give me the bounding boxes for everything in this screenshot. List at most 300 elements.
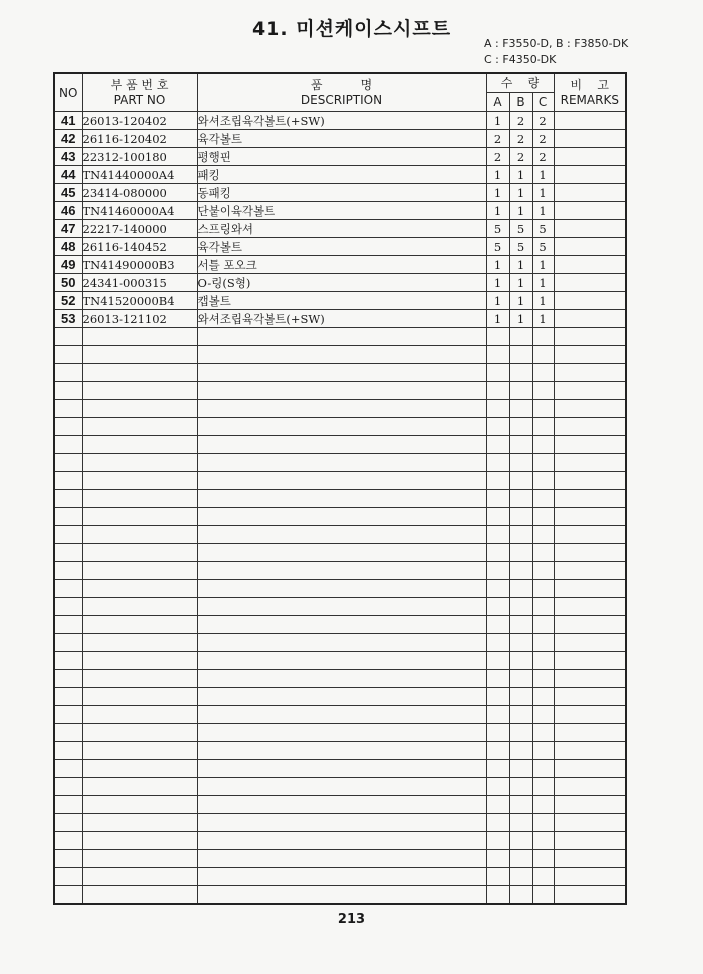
row-part-number: 26013-120402 <box>82 112 197 130</box>
empty-cell <box>486 418 509 436</box>
empty-cell <box>509 454 532 472</box>
empty-cell <box>509 526 532 544</box>
row-qty-c: 1 <box>532 256 554 274</box>
empty-cell <box>554 724 626 742</box>
empty-cell <box>82 526 197 544</box>
row-remarks <box>554 238 626 256</box>
table-row <box>54 310 626 328</box>
empty-cell <box>82 706 197 724</box>
empty-cell <box>486 364 509 382</box>
empty-cell <box>532 724 554 742</box>
empty-cell <box>554 886 626 905</box>
row-qty-b: 1 <box>509 202 532 220</box>
empty-cell <box>486 670 509 688</box>
empty-cell <box>554 706 626 724</box>
row-part-number: TN41490000B3 <box>82 256 197 274</box>
empty-cell <box>509 382 532 400</box>
empty-cell <box>54 598 82 616</box>
empty-cell <box>509 760 532 778</box>
empty-cell <box>82 886 197 905</box>
empty-cell <box>486 508 509 526</box>
empty-cell <box>532 328 554 346</box>
empty-cell <box>82 832 197 850</box>
empty-cell <box>532 778 554 796</box>
row-remarks <box>554 130 626 148</box>
empty-cell <box>554 598 626 616</box>
empty-table-row <box>54 724 626 742</box>
empty-cell <box>54 418 82 436</box>
empty-cell <box>82 346 197 364</box>
empty-cell <box>82 598 197 616</box>
empty-cell <box>486 742 509 760</box>
empty-cell <box>509 868 532 886</box>
empty-cell <box>197 706 486 724</box>
empty-cell <box>532 346 554 364</box>
empty-cell <box>554 454 626 472</box>
empty-cell <box>197 526 486 544</box>
row-qty-c: 1 <box>532 274 554 292</box>
row-qty-a: 1 <box>486 274 509 292</box>
empty-table-row <box>54 400 626 418</box>
row-number: 44 <box>54 166 82 184</box>
empty-cell <box>554 796 626 814</box>
empty-cell <box>197 508 486 526</box>
row-description: 평행핀 <box>197 148 486 166</box>
row-description: 와셔조립육각볼트(+SW) <box>197 112 486 130</box>
empty-cell <box>82 778 197 796</box>
empty-cell <box>54 796 82 814</box>
empty-cell <box>554 400 626 418</box>
empty-cell <box>197 418 486 436</box>
empty-table-row <box>54 814 626 832</box>
row-qty-a: 1 <box>486 202 509 220</box>
empty-cell <box>82 760 197 778</box>
header-qty-b: B <box>509 93 532 112</box>
empty-cell <box>509 688 532 706</box>
row-remarks <box>554 166 626 184</box>
empty-cell <box>54 382 82 400</box>
empty-cell <box>509 652 532 670</box>
empty-cell <box>54 508 82 526</box>
empty-cell <box>509 346 532 364</box>
empty-cell <box>486 598 509 616</box>
empty-cell <box>554 472 626 490</box>
empty-cell <box>554 364 626 382</box>
empty-cell <box>486 688 509 706</box>
empty-cell <box>197 598 486 616</box>
row-number: 53 <box>54 310 82 328</box>
empty-cell <box>82 850 197 868</box>
table-row <box>54 112 626 130</box>
empty-cell <box>486 706 509 724</box>
row-number: 50 <box>54 274 82 292</box>
empty-cell <box>197 562 486 580</box>
empty-table-row <box>54 490 626 508</box>
empty-cell <box>82 544 197 562</box>
row-part-number: 23414-080000 <box>82 184 197 202</box>
row-number: 48 <box>54 238 82 256</box>
empty-cell <box>486 400 509 418</box>
empty-table-row <box>54 616 626 634</box>
empty-cell <box>54 742 82 760</box>
empty-cell <box>82 652 197 670</box>
empty-table-row <box>54 436 626 454</box>
empty-cell <box>532 688 554 706</box>
empty-cell <box>54 490 82 508</box>
empty-cell <box>54 364 82 382</box>
empty-cell <box>197 634 486 652</box>
empty-cell <box>554 526 626 544</box>
empty-cell <box>532 706 554 724</box>
empty-cell <box>82 472 197 490</box>
table-row <box>54 202 626 220</box>
row-qty-a: 5 <box>486 220 509 238</box>
empty-cell <box>554 814 626 832</box>
empty-cell <box>509 814 532 832</box>
empty-cell <box>509 328 532 346</box>
empty-cell <box>554 418 626 436</box>
row-qty-c: 2 <box>532 112 554 130</box>
empty-cell <box>82 814 197 832</box>
empty-cell <box>532 364 554 382</box>
empty-cell <box>554 490 626 508</box>
empty-cell <box>509 670 532 688</box>
row-number: 47 <box>54 220 82 238</box>
empty-cell <box>486 760 509 778</box>
row-description: 서틀 포오크 <box>197 256 486 274</box>
header-qty-a: A <box>486 93 509 112</box>
row-qty-c: 1 <box>532 166 554 184</box>
empty-table-row <box>54 742 626 760</box>
empty-cell <box>509 580 532 598</box>
empty-cell <box>54 850 82 868</box>
empty-cell <box>509 436 532 454</box>
row-qty-b: 5 <box>509 238 532 256</box>
row-qty-b: 2 <box>509 130 532 148</box>
empty-cell <box>532 436 554 454</box>
row-remarks <box>554 292 626 310</box>
row-qty-c: 1 <box>532 184 554 202</box>
empty-table-row <box>54 634 626 652</box>
empty-cell <box>554 436 626 454</box>
empty-cell <box>197 490 486 508</box>
row-remarks <box>554 274 626 292</box>
row-qty-b: 1 <box>509 274 532 292</box>
empty-cell <box>197 616 486 634</box>
empty-cell <box>82 418 197 436</box>
empty-cell <box>532 490 554 508</box>
header-remarks-ko: 비 고 <box>570 77 609 92</box>
row-remarks <box>554 184 626 202</box>
header-part-no-en: PART NO <box>113 92 166 107</box>
row-qty-a: 5 <box>486 238 509 256</box>
row-qty-a: 2 <box>486 130 509 148</box>
empty-cell <box>486 544 509 562</box>
empty-cell <box>82 634 197 652</box>
empty-table-row <box>54 886 626 905</box>
empty-cell <box>554 652 626 670</box>
row-part-number: TN41440000A4 <box>82 166 197 184</box>
row-remarks <box>554 202 626 220</box>
empty-cell <box>82 382 197 400</box>
row-remarks <box>554 310 626 328</box>
empty-cell <box>197 652 486 670</box>
empty-cell <box>197 832 486 850</box>
empty-cell <box>197 580 486 598</box>
table-row <box>54 238 626 256</box>
empty-table-row <box>54 598 626 616</box>
empty-table-row <box>54 760 626 778</box>
row-part-number: TN41520000B4 <box>82 292 197 310</box>
row-qty-c: 5 <box>532 238 554 256</box>
empty-table-row <box>54 562 626 580</box>
row-remarks <box>554 220 626 238</box>
empty-cell <box>197 850 486 868</box>
empty-cell <box>82 742 197 760</box>
empty-cell <box>197 814 486 832</box>
empty-cell <box>54 580 82 598</box>
header-description-en: DESCRIPTION <box>300 92 383 107</box>
empty-cell <box>532 850 554 868</box>
empty-cell <box>532 598 554 616</box>
empty-cell <box>54 616 82 634</box>
page-number: 213 <box>337 912 366 927</box>
row-qty-c: 2 <box>532 130 554 148</box>
empty-cell <box>509 364 532 382</box>
empty-table-row <box>54 670 626 688</box>
empty-cell <box>486 490 509 508</box>
row-qty-b: 1 <box>509 184 532 202</box>
row-part-number: 22312-100180 <box>82 148 197 166</box>
row-description: O-링(S형) <box>197 274 486 292</box>
empty-cell <box>532 760 554 778</box>
header-description <box>197 73 486 112</box>
empty-cell <box>486 850 509 868</box>
empty-cell <box>82 670 197 688</box>
empty-cell <box>554 778 626 796</box>
row-description: 캡볼트 <box>197 292 486 310</box>
empty-cell <box>54 868 82 886</box>
empty-cell <box>532 400 554 418</box>
empty-cell <box>554 544 626 562</box>
row-number: 45 <box>54 184 82 202</box>
empty-cell <box>554 562 626 580</box>
empty-cell <box>486 472 509 490</box>
header-part-no-ko: 부 품 번 호 <box>110 77 169 92</box>
empty-cell <box>197 346 486 364</box>
row-remarks <box>554 256 626 274</box>
empty-cell <box>554 850 626 868</box>
model-legend <box>484 36 628 68</box>
empty-table-row <box>54 454 626 472</box>
row-qty-a: 1 <box>486 184 509 202</box>
model-legend-line-2: C : F4350-DK <box>484 53 557 66</box>
table-row <box>54 256 626 274</box>
row-part-number: 22217-140000 <box>82 220 197 238</box>
row-qty-c: 1 <box>532 292 554 310</box>
row-qty-c: 2 <box>532 148 554 166</box>
row-qty-c: 5 <box>532 220 554 238</box>
empty-table-row <box>54 382 626 400</box>
empty-cell <box>532 472 554 490</box>
row-qty-b: 2 <box>509 148 532 166</box>
empty-cell <box>54 706 82 724</box>
table-row <box>54 220 626 238</box>
empty-cell <box>82 562 197 580</box>
empty-cell <box>197 760 486 778</box>
row-description: 육각볼트 <box>197 130 486 148</box>
row-number: 43 <box>54 148 82 166</box>
empty-cell <box>82 724 197 742</box>
empty-cell <box>197 454 486 472</box>
empty-cell <box>532 544 554 562</box>
empty-cell <box>486 832 509 850</box>
empty-cell <box>197 886 486 905</box>
empty-cell <box>54 544 82 562</box>
empty-cell <box>554 346 626 364</box>
empty-cell <box>486 796 509 814</box>
empty-cell <box>509 418 532 436</box>
empty-cell <box>532 580 554 598</box>
empty-cell <box>197 364 486 382</box>
row-qty-c: 1 <box>532 310 554 328</box>
empty-cell <box>509 598 532 616</box>
empty-table-row <box>54 580 626 598</box>
row-description: 육각볼트 <box>197 238 486 256</box>
row-part-number: 26013-121102 <box>82 310 197 328</box>
row-part-number: 26116-120402 <box>82 130 197 148</box>
empty-cell <box>509 742 532 760</box>
empty-cell <box>54 814 82 832</box>
empty-table-row <box>54 796 626 814</box>
row-part-number: 24341-000315 <box>82 274 197 292</box>
empty-cell <box>197 382 486 400</box>
table-row <box>54 292 626 310</box>
row-number: 46 <box>54 202 82 220</box>
empty-table-row <box>54 868 626 886</box>
empty-cell <box>54 778 82 796</box>
empty-cell <box>509 724 532 742</box>
empty-cell <box>486 634 509 652</box>
empty-cell <box>54 724 82 742</box>
empty-cell <box>486 562 509 580</box>
row-qty-a: 1 <box>486 292 509 310</box>
empty-table-row <box>54 706 626 724</box>
empty-cell <box>486 652 509 670</box>
empty-cell <box>532 634 554 652</box>
empty-cell <box>197 742 486 760</box>
empty-cell <box>509 472 532 490</box>
empty-table-row <box>54 688 626 706</box>
row-description: 패킹 <box>197 166 486 184</box>
empty-cell <box>82 796 197 814</box>
empty-cell <box>197 778 486 796</box>
empty-cell <box>554 580 626 598</box>
empty-table-row <box>54 346 626 364</box>
empty-cell <box>197 724 486 742</box>
row-qty-b: 2 <box>509 112 532 130</box>
empty-cell <box>486 814 509 832</box>
empty-cell <box>54 346 82 364</box>
row-qty-a: 2 <box>486 148 509 166</box>
empty-cell <box>532 418 554 436</box>
empty-cell <box>532 508 554 526</box>
empty-table-row <box>54 526 626 544</box>
table-row <box>54 166 626 184</box>
empty-cell <box>509 634 532 652</box>
header-description-ko: 품 명 <box>310 77 373 92</box>
empty-table-row <box>54 418 626 436</box>
empty-cell <box>486 868 509 886</box>
empty-cell <box>532 454 554 472</box>
empty-cell <box>509 886 532 905</box>
empty-cell <box>554 616 626 634</box>
empty-cell <box>82 328 197 346</box>
empty-cell <box>82 364 197 382</box>
empty-cell <box>509 706 532 724</box>
empty-cell <box>554 742 626 760</box>
empty-cell <box>486 886 509 905</box>
page-title: 41. 미션케이스시프트 <box>251 18 452 40</box>
empty-cell <box>486 778 509 796</box>
header-qty-c: C <box>532 93 554 112</box>
empty-cell <box>82 490 197 508</box>
row-qty-b: 1 <box>509 292 532 310</box>
empty-cell <box>532 886 554 905</box>
empty-cell <box>82 400 197 418</box>
empty-cell <box>82 436 197 454</box>
empty-cell <box>82 616 197 634</box>
empty-cell <box>554 868 626 886</box>
empty-cell <box>554 634 626 652</box>
row-qty-c: 1 <box>532 202 554 220</box>
empty-table-row <box>54 652 626 670</box>
empty-cell <box>54 472 82 490</box>
empty-cell <box>54 526 82 544</box>
empty-cell <box>532 868 554 886</box>
empty-cell <box>554 328 626 346</box>
table-row <box>54 130 626 148</box>
empty-cell <box>54 562 82 580</box>
empty-cell <box>509 778 532 796</box>
row-remarks <box>554 148 626 166</box>
empty-cell <box>82 454 197 472</box>
empty-cell <box>486 580 509 598</box>
row-description: 와셔조립육각볼트(+SW) <box>197 310 486 328</box>
empty-cell <box>554 760 626 778</box>
table-row <box>54 148 626 166</box>
empty-table-row <box>54 328 626 346</box>
empty-cell <box>82 688 197 706</box>
empty-cell <box>532 670 554 688</box>
empty-cell <box>554 688 626 706</box>
empty-cell <box>197 796 486 814</box>
empty-cell <box>197 436 486 454</box>
empty-cell <box>486 526 509 544</box>
row-number: 41 <box>54 112 82 130</box>
empty-table-row <box>54 472 626 490</box>
empty-cell <box>54 436 82 454</box>
empty-cell <box>486 616 509 634</box>
empty-cell <box>509 490 532 508</box>
empty-cell <box>554 832 626 850</box>
empty-cell <box>54 652 82 670</box>
empty-cell <box>54 454 82 472</box>
empty-cell <box>54 832 82 850</box>
empty-cell <box>554 508 626 526</box>
empty-cell <box>197 400 486 418</box>
empty-cell <box>54 688 82 706</box>
